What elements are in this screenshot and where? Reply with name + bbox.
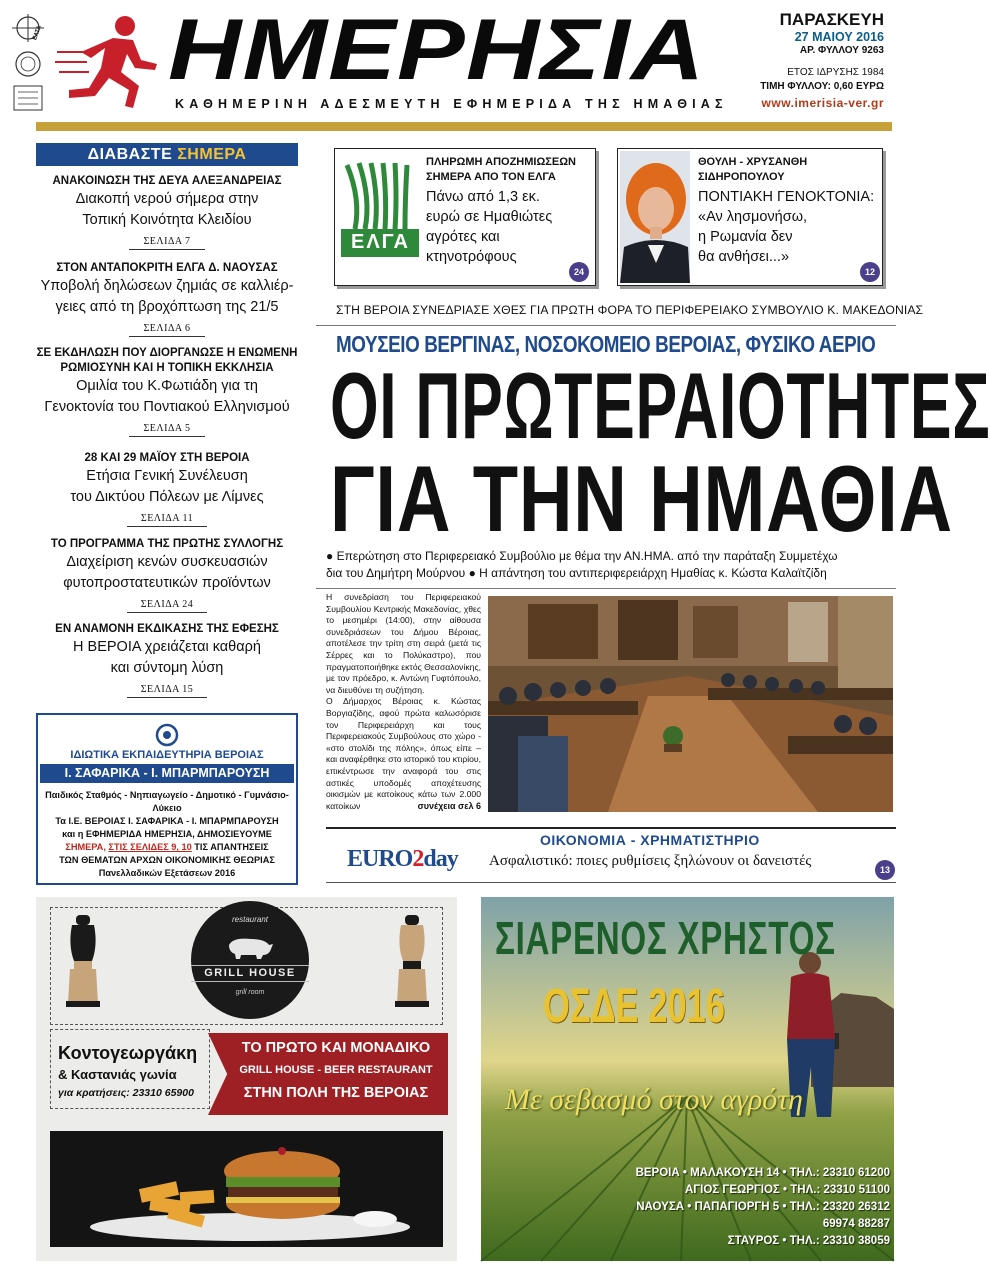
teaser-kicker: ΡΩΜΙΟΣΥΝΗ ΚΑΙ Η ΤΟΠΙΚΗ ΕΚΚΛΗΣΙΑ — [60, 362, 274, 374]
teaser-text: Ετήσια Γενική Συνέλευση — [86, 468, 248, 484]
teaser-text: του Δικτύου Πόλεων με Λίμνες — [70, 489, 264, 505]
page-badge: 13 — [875, 860, 895, 880]
divider — [316, 588, 896, 589]
elga-text: ευρώ σε Ημαθιώτες — [426, 209, 553, 225]
portrait-photo — [620, 151, 690, 283]
teaser-kicker: ΕΝ ΑΝΑΜΟΝΗ ΕΚΔΙΚΑΣΗΣ ΤΗΣ ΕΦΕΣΗΣ — [55, 623, 279, 635]
teaser-text: φυτοπροστατευτικών προϊόντων — [63, 575, 271, 591]
pepper-mill-icon — [62, 915, 104, 1007]
grill-address-2: & Καστανιάς γωνία — [58, 1067, 177, 1082]
lead-paragraph: Ο Δήμαρχος Βέροιας κ. Κώστας Βοργιαζίδης, αφού πρώτα καλωσόρισε τον Περιφερειάρχη και τους Περιφερειακούς Συμβούλους στο χώρο - «στο στολίδι της πόλης», όπως είπε – και αναφέρθηκε στο ιστορικό του κτιρίου, επικέντρωσε την αναφορά του στις αστικές υποδομές αποχέτευσης οικισμών με κατοίκους κάτω των 2.000 κατοίκων — [326, 696, 481, 811]
stamp-label: ΕΛΤΑ — [32, 24, 43, 42]
lead-subheadline: ΜΟΥΣΕΙΟ ΒΕΡΓΙΝΑΣ, ΝΟΣΟΚΟΜΕΙΟ ΒΕΡΟΙΑΣ, ΦΥΣΙΚΟ ΑΕΡΙΟ — [336, 331, 876, 357]
issue-price: ΤΙΜΗ ΦΥΛΛΟΥ: 0,60 ΕΥΡΩ — [760, 81, 884, 92]
teaser-page: ΣΕΛΙΔΑ 7 — [129, 236, 204, 250]
divider — [326, 882, 896, 883]
masthead — [0, 0, 900, 125]
school-line: Παιδικός Σταθμός - Νηπιαγωγείο - Δημοτικό - Γυμνάσιο- Λύκειο — [45, 790, 289, 813]
page-badge: 24 — [569, 262, 589, 282]
issue-number: ΑΡ. ΦΥΛΛΟΥ 9263 — [799, 45, 884, 56]
teaser-page: ΣΕΛΙΔΑ 6 — [129, 323, 204, 337]
school-line: και η ΕΦΗΜΕΡΙΔΑ ΗΜΕΡΗΣΙΑ, ΔΗΜΟΣΙΕΥΟΥΜΕ — [62, 829, 272, 839]
lead-kicker: ΣΤΗ ΒΕΡΟΙΑ ΣΥΝΕΔΡΙΑΣΕ ΧΘΕΣ ΓΙΑ ΠΡΩΤΗ ΦΟΡΑ ΤΟ ΠΕΡΙΦΕΡΕΙΑΚΟ ΣΥΜΒΟΥΛΙΟ Κ. ΜΑΚΕΔΟΝΙΑΣ — [336, 303, 924, 317]
teaser-story[interactable] — [36, 622, 298, 698]
elga-text: Πάνω από 1,3 εκ. — [426, 189, 540, 205]
lead-bullets: ● Επερώτηση στο Περιφερειακό Συμβούλιο με θέμα την ΑΝ.ΗΜΑ. από την παράταξη Συμμετέχω δια του Δημήτρη Μούρνου ● Η απάντηση του αντιπεριφερειάρχη Ημαθίας κ. Κώστα Καλαϊτζίδη — [326, 549, 838, 580]
grill-phone[interactable]: για κρατήσεις: 23310 65900 — [58, 1087, 194, 1099]
teaser-page: ΣΕΛΙΔΑ 5 — [129, 423, 204, 437]
school-line: Πανελλαδικών Εξετάσεων 2016 — [98, 868, 236, 878]
teaser-text: Η ΒΕΡΟΙΑ χρειάζεται καθαρή — [73, 639, 261, 655]
thouli-kicker: ΘΟΥΛΗ - ΧΡΥΣΑΝΘΗ — [698, 156, 808, 168]
website-link[interactable]: www.imerisia-ver.gr — [761, 96, 884, 110]
school-names: Ι. ΣΑΦΑΡΙΚΑ - Ι. ΜΠΑΡΜΠΑΡΟΥΣΗ — [40, 764, 294, 783]
siarenos-contact[interactable]: ΒΕΡΟΙΑ • ΜΑΛΑΚΟΥΣΗ 14 • ΤΗΛ.: 23310 61200 — [635, 1167, 890, 1179]
osde-title: ΟΣΔΕ 2016 — [543, 980, 726, 1033]
burger-photo — [50, 1131, 443, 1247]
teaser-story[interactable] — [36, 451, 298, 527]
siarenos-contact[interactable]: ΣΤΑΥΡΟΣ • ΤΗΛ.: 23310 38059 — [727, 1235, 890, 1247]
teaser-text: Τοπική Κοινότητα Κλειδίου — [82, 212, 252, 228]
masthead-tagline: ΚΑΘΗΜΕΡΙΝΗ ΑΔΕΣΜΕΥΤΗ ΕΦΗΜΕΡΙΔΑ ΤΗΣ ΗΜΑΘΙΑΣ — [175, 97, 728, 111]
thouli-text: η Ρωμανία δεν — [698, 229, 793, 245]
siarenos-slogan: Με σεβασμό στον αγρότη — [505, 1083, 803, 1116]
teaser-text: Υποβολή δηλώσεων ζημιάς σε καλλιέρ- — [40, 278, 294, 294]
elga-text: αγρότες και — [426, 229, 500, 245]
elga-kicker: ΣΗΜΕΡΑ ΑΠΟ ΤΟΝ ΕΛΓΑ — [426, 171, 556, 183]
school-line: ΤΩΝ ΘΕΜΑΤΩΝ ΑΡΧΩΝ ΟΙΚΟΝΟΜΙΚΗΣ ΘΕΩΡΙΑΣ — [59, 855, 275, 865]
siarenos-contact[interactable]: ΝΑΟΥΣΑ • ΠΑΠΑΓΙΟΡΓΗ 5 • ΤΗΛ.: 23320 26312 — [636, 1201, 890, 1213]
euro2day-logo: EURO2day — [347, 846, 458, 872]
teaser-text: γειες από τη βροχόπτωση της 21/5 — [55, 299, 279, 315]
teaser-page: ΣΕΛΙΔΑ 15 — [127, 684, 208, 698]
school-title: ΙΔΙΩΤΙΚΑ ΕΚΠΑΙΔΕΥΤΗΡΙΑ ΒΕΡΟΙΑΣ — [70, 749, 264, 761]
edition-date: 27 ΜΑΙΟΥ 2016 — [794, 30, 884, 44]
elga-text: κτηνοτρόφους — [426, 249, 517, 265]
siarenos-contact[interactable]: 69974 88287 — [822, 1218, 890, 1230]
teaser-text: Διακοπή νερού σήμερα στην — [75, 191, 259, 207]
teaser-kicker: 28 ΚΑΙ 29 ΜΑΪΟΥ ΣΤΗ ΒΕΡΟΙΑ — [84, 452, 250, 464]
newspaper-logo: ΗΜΕΡΗΣΙΑ — [168, 2, 706, 98]
teaser-text: και σύντομη λύση — [110, 660, 224, 676]
lead-headline-line-2[interactable]: ΓΙΑ ΤΗΝ ΗΜΑΘΙΑ — [330, 446, 953, 551]
runner-logo-icon — [55, 12, 165, 110]
teaser-kicker: ΣΕ ΕΚΔΗΛΩΣΗ ΠΟΥ ΔΙΟΡΓΑΝΩΣΕ Η ΕΝΩΜΕΝΗ — [36, 347, 298, 359]
divider — [326, 827, 896, 829]
thouli-kicker: ΣΙΔΗΡΟΠΟΥΛΟΥ — [698, 171, 785, 183]
elga-kicker: ΠΛΗΡΩΜΗ ΑΠΟΖΗΜΙΩΣΕΩΝ — [426, 156, 576, 168]
economy-headline[interactable]: Ασφαλιστικό: ποιες ρυθμίσεις ξηλώνουν οι δανειστές — [489, 853, 812, 869]
thouli-text: θα ανθήσει...» — [698, 249, 790, 265]
school-line: Τα Ι.Ε. ΒΕΡΟΙΑΣ Ι. ΣΑΦΑΡΙΚΑ - Ι. ΜΠΑΡΜΠΑΡΟΥΣΗ — [55, 816, 279, 826]
council-meeting-photo — [488, 596, 893, 812]
divider — [316, 325, 896, 326]
thouli-text: «Αν λησμονήσω, — [698, 209, 808, 225]
economy-section-title: ΟΙΚΟΝΟΜΙΑ - ΧΡΗΜΑΤΙΣΤΗΡΙΟ — [540, 832, 760, 848]
school-line: ΣΗΜΕΡΑ, ΣΤΙΣ ΣΕΛΙΔΕΣ 9, 10 ΤΙΣ ΑΠΑΝΤΗΣΕΙΣ — [65, 842, 269, 852]
grill-address-1: Κοντογεωργάκη — [58, 1043, 198, 1063]
teaser-text: Γενοκτονία του Ποντιακού Ελληνισμού — [44, 399, 290, 415]
thouli-teaser-box[interactable] — [617, 148, 883, 286]
siarenos-advertisement[interactable] — [481, 897, 894, 1261]
lead-body-text — [326, 592, 481, 813]
salt-shaker-icon — [391, 915, 433, 1007]
edition-info — [760, 10, 884, 110]
teaser-kicker: ΣΤΟΝ ΑΝΤΑΠΟΚΡΙΤΗ ΕΛΓΑ Δ. ΝΑΟΥΣΑΣ — [56, 262, 278, 274]
thouli-text: ΠΟΝΤΙΑΚΗ ΓΕΝΟΚΤΟΝΙΑ: — [698, 189, 875, 205]
edition-day: ΠΑΡΑΣΚΕΥΗ — [779, 10, 884, 29]
teaser-kicker: ΤΟ ΠΡΟΓΡΑΜΜΑ ΤΗΣ ΠΡΩΤΗΣ ΣΥΛΛΟΓΗΣ — [50, 538, 284, 550]
masthead-divider — [36, 122, 892, 131]
teaser-text: Διαχείριση κενών συσκευασιών — [66, 554, 268, 570]
teaser-story[interactable] — [36, 174, 298, 250]
siarenos-name: ΣΙΑΡΕΝΟΣ ΧΡΗΣΤΟΣ — [495, 912, 836, 964]
lead-paragraph: Η συνεδρίαση του Περιφερειακού Συμβουλίου Κεντρικής Μακεδονίας, χθες το μεσημέρι (14:00), στην αίθουσα συνεδριάσεων του Δήμου Βέροιας, αποτέλεσε την τρίτη στη σειρά (μετά τις Σέρρες και το Πολύκαστρο), που πραγματοποιήθηκε εκτός Θεσσαλονίκης, με τον πρόεδρο, κ. Αντώνη Γυφτόπουλο, να διευθύνει τη συζήτηση. — [326, 592, 481, 695]
teaser-kicker: ΑΝΑΚΟΙΝΩΣΗ ΤΗΣ ΔΕΥΑ ΑΛΕΞΑΝΔΡΕΙΑΣ — [52, 175, 282, 187]
pig-icon — [225, 935, 275, 959]
teaser-story[interactable] — [36, 346, 298, 437]
teaser-text: Ομιλία του Κ.Φωτιάδη για τη — [76, 378, 258, 394]
continued-link[interactable]: συνέχεια σελ 6 — [417, 801, 481, 812]
teaser-story[interactable] — [36, 537, 298, 613]
read-today-header: ΔΙΑΒΑΣΤΕ ΣΗΜΕΡΑ — [36, 143, 298, 166]
teaser-story[interactable] — [36, 261, 298, 337]
elga-logo-text: ΕΛΓΑ — [351, 231, 410, 253]
grill-house-advertisement[interactable]: restaurant GRILL HOUSE grill room Κοντογεωργάκη & Καστανιάς γωνία για κρατήσεις: 23310 65900 ΤΟ ΠΡΩΤΟ ΚΑΙ ΜΟΝΑΔΙΚΟ GRILL HOUSE - BEER RESTAURANT ΣΤΗΝ ΠΟΛΗ ΤΗΣ ΒΕΡΟΙΑΣ — [36, 897, 457, 1261]
page-badge: 12 — [860, 262, 880, 282]
teaser-page: ΣΕΛΙΔΑ 11 — [127, 513, 207, 527]
siarenos-contact[interactable]: ΑΓΙΟΣ ΓΕΩΡΓΙΟΣ • ΤΗΛ.: 23310 51100 — [684, 1184, 890, 1196]
lead-headline-line-1[interactable]: ΟΙ ΠΡΩΤΕΡΑΙΟΤΗΤΕΣ — [330, 353, 990, 458]
elga-teaser-box[interactable] — [334, 148, 596, 286]
school-logo-icon — [153, 723, 181, 747]
founded-year: ΕΤΟΣ ΙΔΡΥΣΗΣ 1984 — [787, 67, 884, 78]
teaser-page: ΣΕΛΙΔΑ 24 — [127, 599, 208, 613]
school-advertisement[interactable] — [36, 713, 298, 885]
